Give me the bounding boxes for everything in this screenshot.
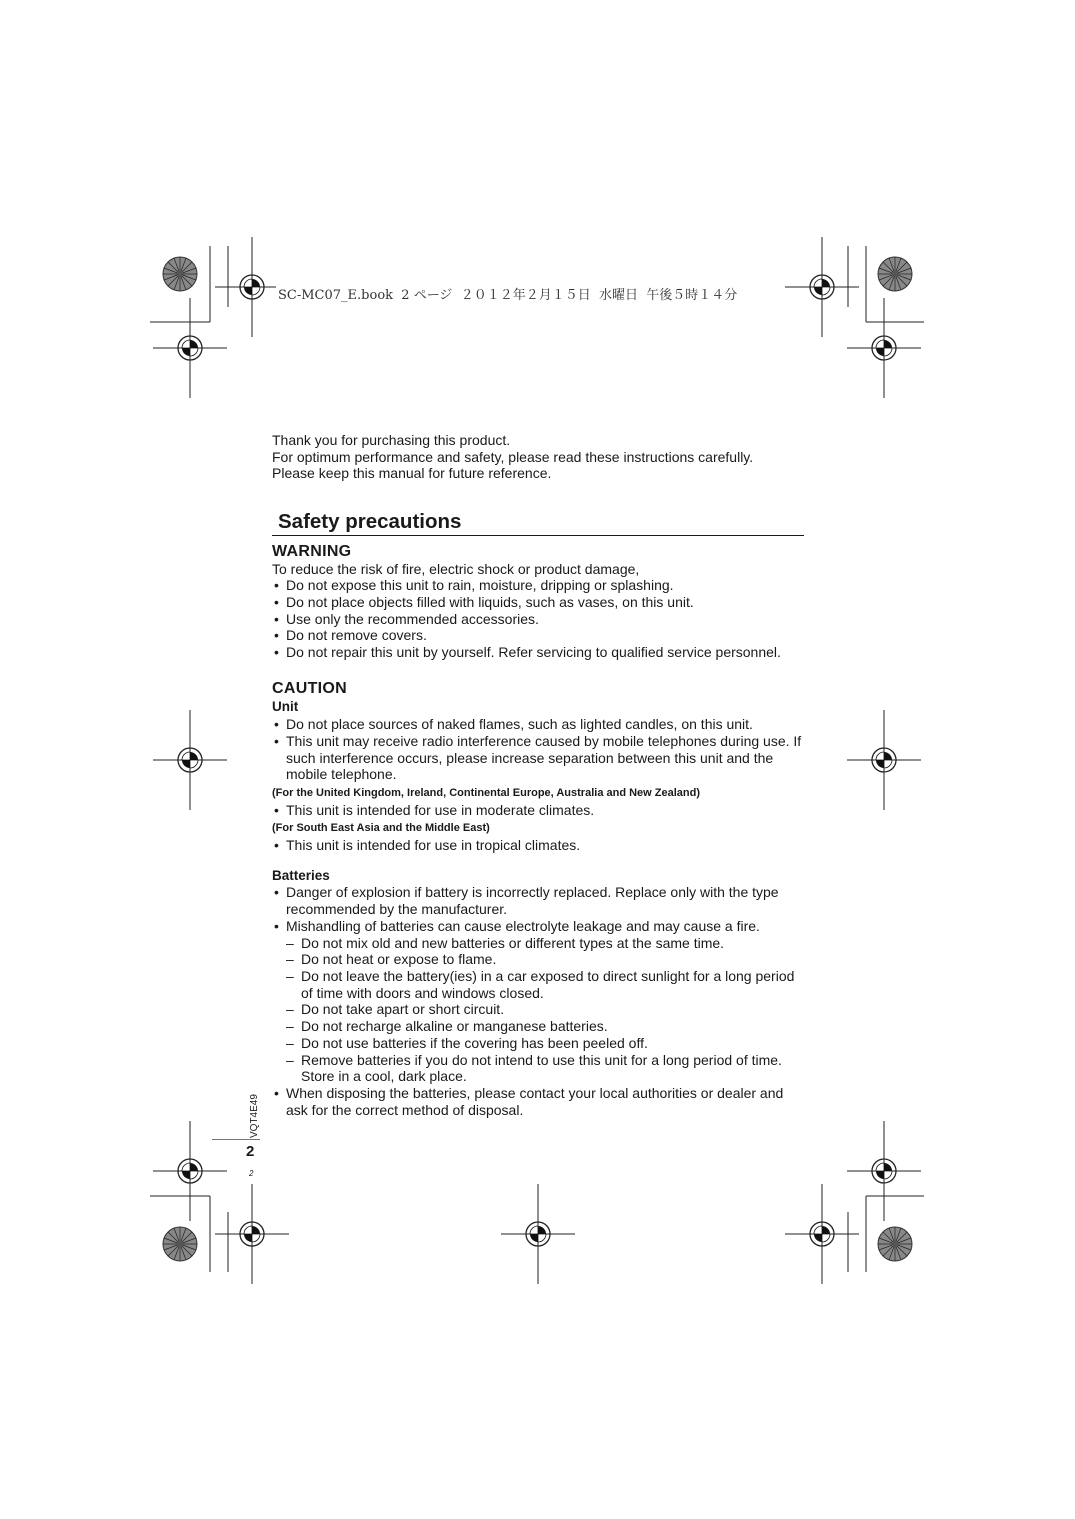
document-code: VQT4E49 [249,1094,260,1138]
list-item: • Danger of explosion if battery is incorrectly replaced. Replace only with the type recommended by the manufacturer. [272,884,807,917]
list-item: • Do not place objects filled with liquids, such as vases, on this unit. [272,594,807,611]
region-label: (For South East Asia and the Middle East) [272,822,490,835]
list-item: • This unit may receive radio interference caused by mobile telephones during use. If such interference occurs, please increase separation between this unit and the mobile telephone. [272,733,807,783]
region2-list [272,837,807,854]
book-info-header: SC-MC07_E.book 2 ページ ２０１２年２月１５日 水曜日 午後５時１４分 [276,284,739,303]
unit-list [272,716,807,783]
sub-list-item: – Do not leave the battery(ies) in a car exposed to direct sunlight for a long period of time with doors and windows closed. [272,968,807,1001]
unit-heading: Unit [272,699,299,715]
intro-line: For optimum performance and safety, please read these instructions carefully. [272,448,754,465]
page-number: 2 [246,1143,255,1160]
page-number-small: 2 [249,1169,254,1178]
page-rule [212,1139,260,1140]
document-body [272,432,807,1118]
list-item: • Do not repair this unit by yourself. Refer servicing to qualified service personnel. [272,644,807,661]
batteries-sublist [272,935,807,1085]
list-item: • Do not place sources of naked flames, such as lighted candles, on this unit. [272,716,807,733]
sub-list-item: – Do not mix old and new batteries or different types at the same time. [272,935,807,952]
page-title: Safety precautions [272,514,804,536]
list-item: • Do not expose this unit to rain, moisture, dripping or splashing. [272,577,807,594]
list-item: • When disposing the batteries, please contact your local authorities or dealer and ask for the correct method of disposal. [272,1085,807,1118]
list-item: • Use only the recommended accessories. [272,611,807,628]
sub-list-item: – Do not recharge alkaline or manganese batteries. [272,1018,807,1035]
warning-heading: WARNING [272,542,352,560]
region1-list [272,802,807,819]
list-item: • Do not remove covers. [272,627,807,644]
intro-line: Please keep this manual for future reference. [272,465,552,482]
sub-list-item: – Do not heat or expose to flame. [272,951,807,968]
sub-list-item: – Do not take apart or short circuit. [272,1001,807,1018]
batteries-list [272,884,807,1118]
sub-list-item: – Remove batteries if you do not intend to use this unit for a long period of time. Store in a cool, dark place. [272,1052,807,1085]
sub-list-item: – Do not use batteries if the covering has been peeled off. [272,1035,807,1052]
list-item: • This unit is intended for use in tropical climates. [272,837,807,854]
list-item-text: Mishandling of batteries can cause electrolyte leakage and may cause a fire. [286,917,760,934]
caution-heading: CAUTION [272,679,347,697]
list-item [272,918,807,1085]
batteries-heading: Batteries [272,867,330,883]
region-label: (For the United Kingdom, Ireland, Continental Europe, Australia and New Zealand) [272,786,701,799]
warning-lead: To reduce the risk of fire, electric shock or product damage, [272,560,640,577]
warning-list [272,577,807,661]
list-item: • This unit is intended for use in moderate climates. [272,802,807,819]
intro-line: Thank you for purchasing this product. [272,432,511,448]
